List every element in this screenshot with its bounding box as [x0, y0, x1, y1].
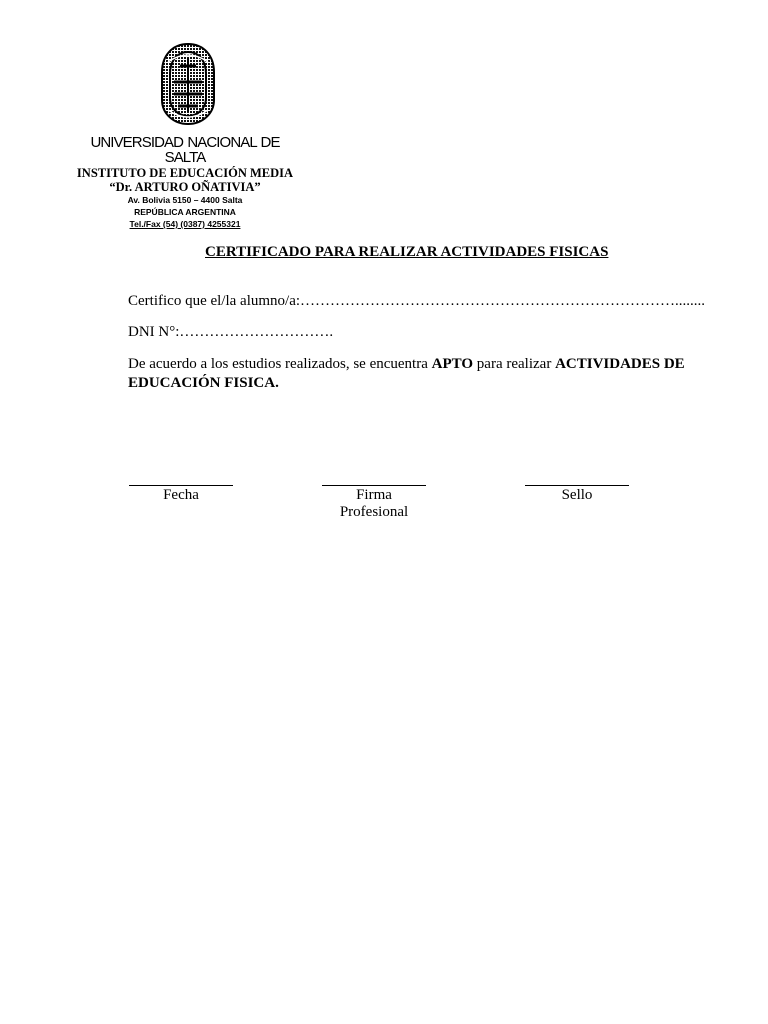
statement-text-1: De acuerdo a los estudios realizados, se encuentra [128, 356, 432, 372]
date-label: Fecha [163, 487, 199, 503]
institute-namesake: “Dr. ARTURO OÑATIVIA” [109, 179, 261, 194]
university-name: UNIVERSIDAD NACIONAL DE SALTA [90, 134, 280, 166]
university-seal-logo [160, 42, 216, 126]
date-signature-line [129, 485, 233, 486]
certificate-title: CERTIFICADO PARA REALIZAR ACTIVIDADES FISICAS [205, 244, 609, 260]
dni-line: DNI N°:…………………………. [128, 324, 334, 340]
institute-address: Av. Bolivia 5150 – 4400 Salta [127, 195, 243, 205]
statement-text-2: para realizar [473, 356, 556, 372]
seal-signature-line [525, 485, 629, 486]
fitness-statement [128, 355, 708, 393]
institution-header [70, 135, 300, 229]
professional-label: Profesional [339, 504, 409, 520]
activity-emphasis: ACTIVIDADES DE EDUCACIÓN FISICA. [128, 356, 685, 391]
firm-label: Firma [356, 487, 392, 503]
apto-emphasis: APTO [431, 356, 474, 372]
signature-block-seal [525, 485, 629, 504]
student-name-line: Certifico que el/la alumno/a:…………………………………………………………………........ [128, 293, 706, 309]
institute-phone: Tel./Fax (54) (0387) 4255321 [129, 219, 241, 229]
signature-block-date [129, 485, 233, 504]
firm-signature-line [322, 485, 426, 486]
signature-block-firm [322, 485, 426, 521]
seal-label: Sello [561, 487, 593, 503]
institute-country: REPÚBLICA ARGENTINA [134, 207, 236, 217]
institute-name: INSTITUTO DE EDUCACIÓN MEDIA [76, 166, 294, 180]
